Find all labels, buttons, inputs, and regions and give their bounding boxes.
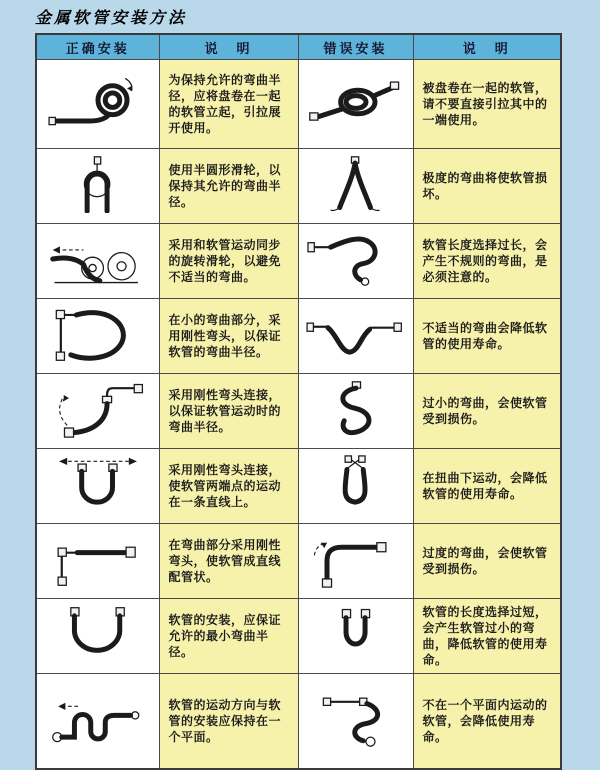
illustration-semicircular-pulley <box>45 155 151 213</box>
correct-description: 软管的安装，应保证允许的最小弯曲半径。 <box>168 613 282 659</box>
wrong-illustration-cell <box>298 449 413 524</box>
correct-description-cell <box>159 599 298 674</box>
correct-illustration-cell <box>36 224 159 299</box>
illustration-irregular-bend <box>303 230 409 288</box>
wrong-description-cell <box>413 374 561 449</box>
correct-description-cell <box>159 149 298 224</box>
wrong-description-cell <box>413 524 561 599</box>
correct-description-cell <box>159 299 298 374</box>
wrong-illustration-cell <box>298 599 413 674</box>
correct-illustration-cell <box>36 449 159 524</box>
wrong-illustration-cell <box>298 524 413 599</box>
correct-description: 采用和软管运动同步的旋转滑轮，以避免不适当的弯曲。 <box>168 238 282 284</box>
correct-illustration-cell <box>36 374 159 449</box>
header-row <box>36 34 561 60</box>
correct-illustration-cell <box>36 524 159 599</box>
illustration-straight-with-elbow <box>45 530 151 588</box>
correct-description-cell <box>159 674 298 770</box>
illustration-in-plane-routing <box>45 690 151 748</box>
wrong-description-cell <box>413 449 561 524</box>
wrong-description-cell <box>413 299 561 374</box>
illustration-twisted-u <box>303 455 409 513</box>
illustration-out-of-plane <box>303 690 409 748</box>
correct-description: 为保持允许的弯曲半径，应将盘卷在一起的软管立起，引拉展开使用。 <box>168 73 282 135</box>
header-correct-install: 正确安装 <box>36 34 159 60</box>
correct-description: 采用刚性弯头连接，以保证软管运动时的弯曲半径。 <box>168 388 282 434</box>
correct-description: 在小的弯曲部分，采用刚性弯头，以保证软管的弯曲半径。 <box>168 313 282 359</box>
correct-illustration-cell <box>36 149 159 224</box>
table-row <box>36 60 561 149</box>
wrong-description-cell <box>413 60 561 149</box>
table-row <box>36 224 561 299</box>
correct-description: 软管的运动方向与软管的安装应保持在一个平面。 <box>168 698 282 744</box>
wrong-illustration-cell <box>298 149 413 224</box>
illustration-too-small-bend <box>303 380 409 438</box>
correct-illustration-cell <box>36 674 159 770</box>
installation-table <box>35 33 562 770</box>
wrong-illustration-cell <box>298 60 413 149</box>
correct-description-cell <box>159 60 298 149</box>
wrong-description: 被盘卷在一起的软管，请不要直接引拉其中的一端使用。 <box>422 81 548 127</box>
wrong-description-cell <box>413 674 561 770</box>
wrong-description-cell <box>413 224 561 299</box>
table-row <box>36 299 561 374</box>
wrong-description-cell <box>413 149 561 224</box>
table-row <box>36 149 561 224</box>
illustration-wide-u <box>45 605 151 663</box>
illustration-rotating-pulleys <box>45 230 151 288</box>
wrong-description: 不适当的弯曲会降低软管的使用寿命。 <box>422 321 548 351</box>
wrong-description-cell <box>413 599 561 674</box>
table-row <box>36 449 561 524</box>
header-wrong-install: 错误安装 <box>298 34 413 60</box>
correct-description: 使用半圆形滑轮，以保持其允许的弯曲半径。 <box>168 163 282 209</box>
correct-description-cell <box>159 524 298 599</box>
wrong-description: 不在一个平面内运动的软管，会降低使用寿命。 <box>422 698 548 744</box>
correct-description: 在弯曲部分采用刚性弯头，使软管成直线配管状。 <box>168 538 282 584</box>
correct-description-cell <box>159 374 298 449</box>
illustration-extreme-bend <box>303 155 409 213</box>
table-row <box>36 524 561 599</box>
correct-description: 采用刚性弯头连接，使软管两端点的运动在一条直线上。 <box>168 463 282 509</box>
wrong-description: 过小的弯曲，会使软管受到损伤。 <box>422 396 548 426</box>
header-correct-desc: 说 明 <box>159 34 298 60</box>
illustration-coil-end-pulled <box>303 73 409 131</box>
wrong-illustration-cell <box>298 299 413 374</box>
illustration-rigid-elbow-loop <box>45 305 151 363</box>
wrong-illustration-cell <box>298 224 413 299</box>
wrong-description: 软管长度选择过长，会产生不规则的弯曲，是必须注意的。 <box>422 238 548 284</box>
illustration-improper-bend <box>303 305 409 363</box>
page-title: 金属软管安装方法 <box>35 10 188 27</box>
table-row <box>36 599 561 674</box>
illustration-u-with-elbows <box>45 455 151 513</box>
wrong-description: 极度的弯曲将使软管损坏。 <box>422 171 548 201</box>
wrong-description: 软管的长度选择过短，会产生软管过小的弯曲，降低软管的使用寿命。 <box>422 605 548 667</box>
table-body <box>36 60 561 770</box>
correct-illustration-cell <box>36 299 159 374</box>
wrong-description: 在扭曲下运动，会降低软管的使用寿命。 <box>422 471 548 501</box>
correct-illustration-cell <box>36 599 159 674</box>
wrong-description: 过度的弯曲，会使软管受到损伤。 <box>422 546 548 576</box>
correct-illustration-cell <box>36 60 159 149</box>
correct-description-cell <box>159 224 298 299</box>
wrong-illustration-cell <box>298 374 413 449</box>
illustration-coil-unrolled <box>45 73 151 131</box>
table-row <box>36 374 561 449</box>
table-row <box>36 674 561 770</box>
illustration-rigid-elbow-connection <box>45 380 151 438</box>
correct-description-cell <box>159 449 298 524</box>
illustration-narrow-u <box>303 605 409 663</box>
wrong-illustration-cell <box>298 674 413 770</box>
illustration-overbent-corner <box>303 530 409 588</box>
header-wrong-desc: 说 明 <box>413 34 561 60</box>
